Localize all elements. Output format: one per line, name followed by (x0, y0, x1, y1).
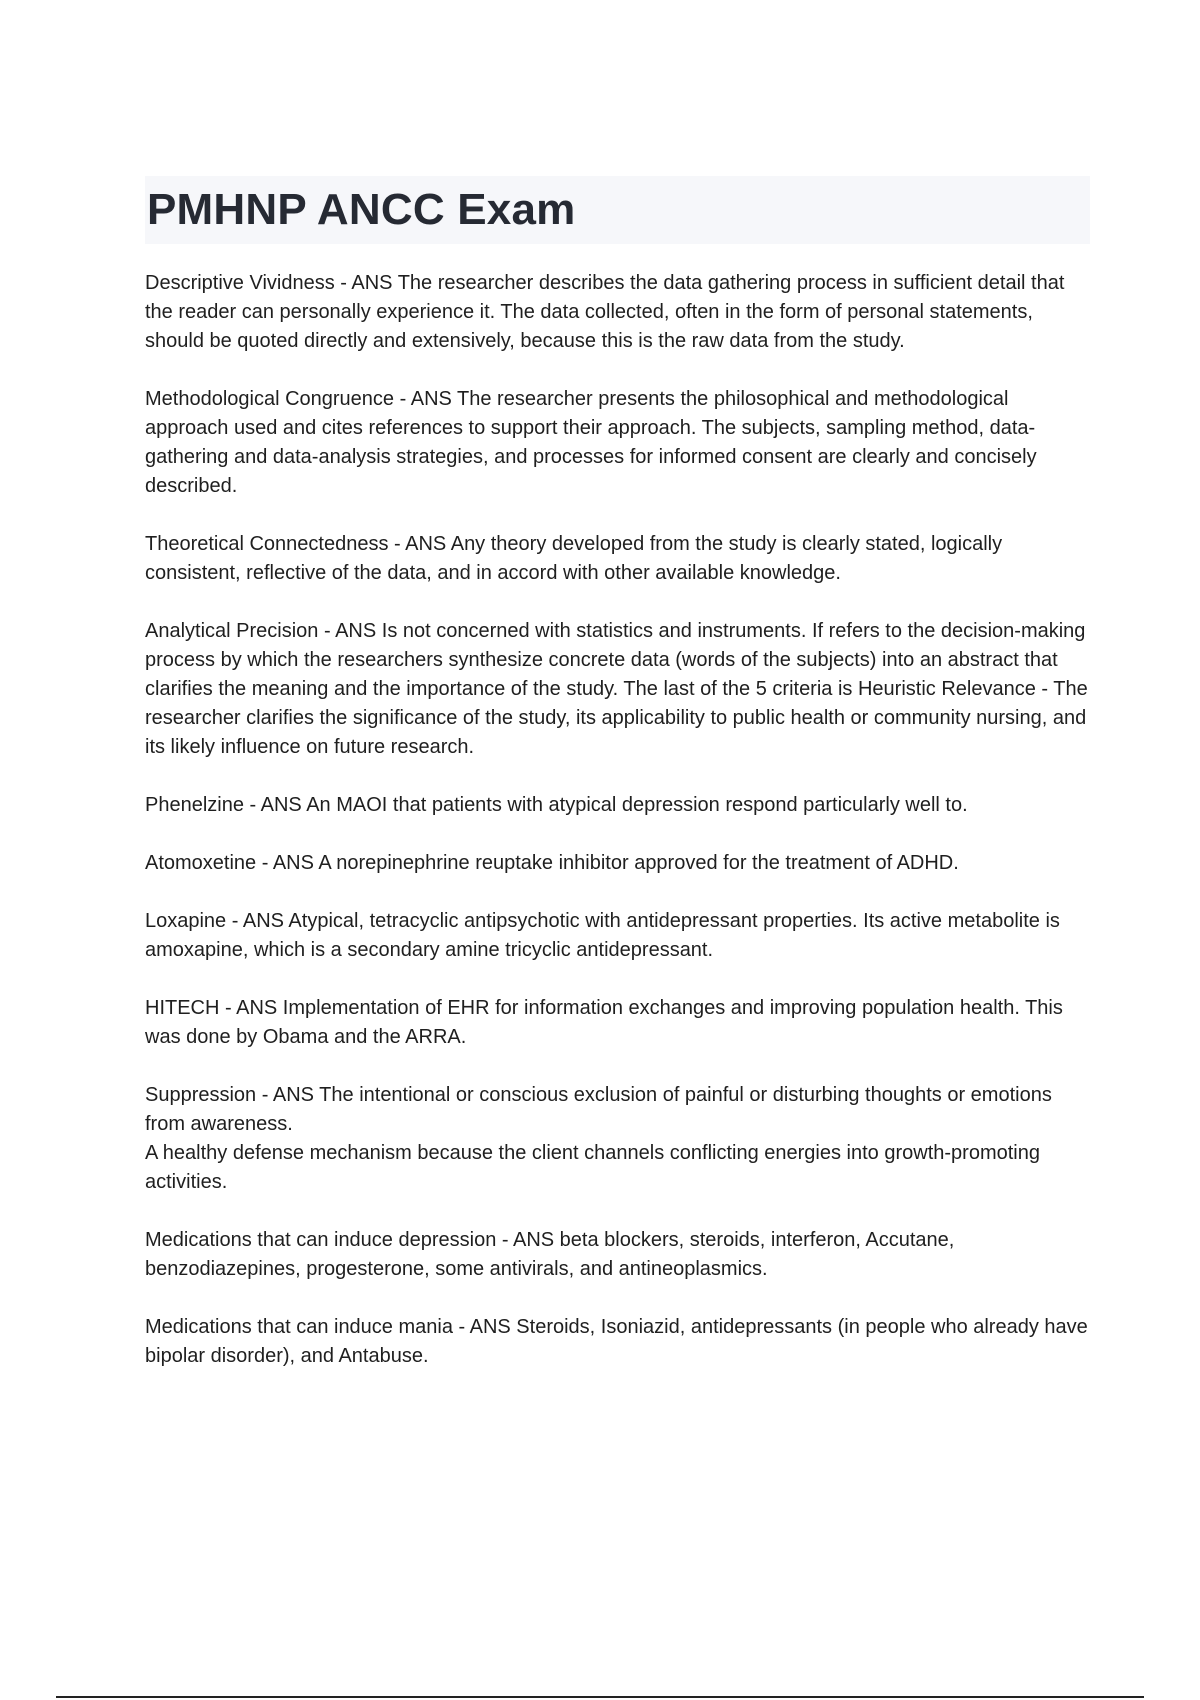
entry-theoretical-connectedness: Theoretical Connectedness - ANS Any theory developed from the study is clearly stated, logically consistent, reflective of the data, and in accord with other available knowledge. (145, 533, 1003, 584)
entry-suppression: Suppression - ANS The intentional or conscious exclusion of painful or disturbing thoughts or emotions from awareness. A healthy defense mechanism because the client channels conflicting energies into growth-promoting activities. (145, 1084, 1052, 1193)
entry-medications-mania: Medications that can induce mania - ANS Steroids, Isoniazid, antidepressants (in people who already have bipolar disorder), and Antabuse. (145, 1316, 1088, 1367)
page-title: PMHNP ANCC Exam (147, 185, 576, 234)
title-bar (145, 176, 1090, 244)
entry-methodological-congruence: Methodological Congruence - ANS The researcher presents the philosophical and methodological approach used and cites references to support their approach. The subjects, sampling method, data-gathering and data-analysis strategies, and processes for informed consent are clearly and concisely described. (145, 388, 1037, 497)
entry-loxapine: Loxapine - ANS Atypical, tetracyclic antipsychotic with antidepressant properties. Its active metabolite is amoxapine, which is a secondary amine tricyclic antidepressant. (145, 910, 1060, 961)
entry-atomoxetine: Atomoxetine - ANS A norepinephrine reuptake inhibitor approved for the treatment of ADHD. (145, 852, 959, 874)
entry-analytical-precision: Analytical Precision - ANS Is not concerned with statistics and instruments. If refers to the decision-making process by which the researchers synthesize concrete data (words of the subjects) into an abstract that clarifies the meaning and the importance of the study. The last of the 5 criteria is Heuristic Relevance - The researcher clarifies the significance of the study, its applicability to public health or community nursing, and its likely influence on future research. (145, 620, 1088, 758)
entry-hitech: HITECH - ANS Implementation of EHR for information exchanges and improving population health. This was done by Obama and the ARRA. (145, 997, 1063, 1048)
entry-descriptive-vividness: Descriptive Vividness - ANS The researcher describes the data gathering process in sufficient detail that the reader can personally experience it. The data collected, often in the form of personal statements, should be quoted directly and extensively, because this is the raw data from the study. (145, 272, 1065, 352)
entry-phenelzine: Phenelzine - ANS An MAOI that patients with atypical depression respond particularly well to. (145, 794, 968, 816)
entry-medications-depression: Medications that can induce depression - ANS beta blockers, steroids, interferon, Accutane, benzodiazepines, progesterone, some antivirals, and antineoplasmics. (145, 1229, 955, 1280)
footer-divider (56, 1696, 1144, 1698)
document-body (145, 269, 1090, 1400)
